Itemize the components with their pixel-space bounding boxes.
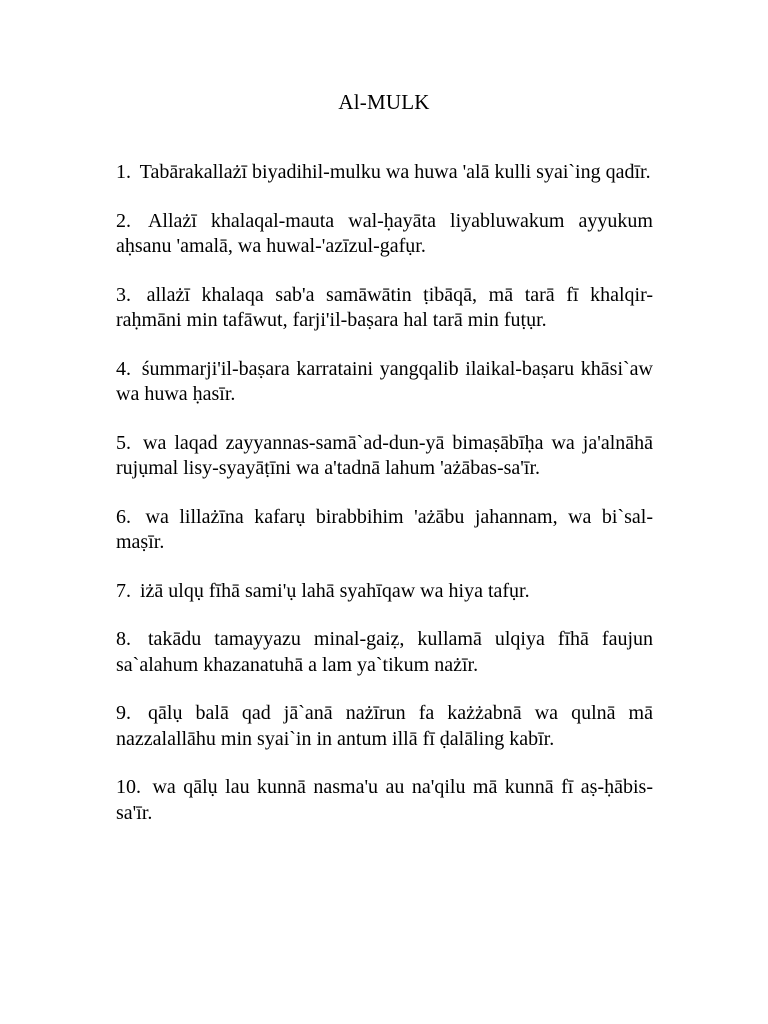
verse-list	[116, 160, 653, 849]
verse-number: 9.	[116, 702, 131, 724]
verse-8	[116, 627, 653, 678]
verse-number: 3.	[116, 283, 131, 306]
verse-text: wa laqad zayyannas-samā`ad-dun-yā bimaṣābīḥa wa ja'alnāhā rujụmal lisy-syayāṭīni wa a'tadnā lahum 'ażābas-sa'īr.	[116, 431, 653, 479]
verse-9	[116, 701, 653, 752]
verse-number: 4.	[116, 357, 131, 380]
verse-text: śummarji'il-baṣara karrataini yangqalib ilaikal-baṣaru khāsi`aw wa huwa ḥasīr.	[116, 357, 653, 405]
verse-2	[116, 209, 653, 260]
verse-text: Tabārakallażī biyadihil-mulku wa huwa 'alā kulli syai`ing qadīr.	[139, 161, 651, 183]
verse-text: qālụ balā qad jā`anā nażīrun fa każżabnā wa qulnā mā nazzalallāhu min syai`in in antum illā fī ḍalāling kabīr.	[116, 702, 653, 750]
verse-text: iżā ulqụ fīhā sami'ụ lahā syahīqaw wa hiya tafụr.	[140, 579, 530, 602]
document-title: Al-MULK	[338, 90, 430, 114]
verse-number: 5.	[116, 431, 131, 454]
verse-text: allażī khalaqa sab'a samāwātin ṭibāqā, mā tarā fī khalqir-raḥmāni min tafāwut, farji'il-baṣara hal tarā min fuṭụr.	[116, 283, 653, 331]
verse-text: wa qālụ lau kunnā nasma'u au na'qilu mā kunnā fī aṣ-ḥābis-sa'īr.	[116, 776, 653, 824]
verse-6	[116, 505, 653, 556]
verse-number: 8.	[116, 628, 131, 650]
verse-text: wa lillażīna kafarụ birabbihim 'ażābu jahannam, wa bi`sal-maṣīr.	[116, 505, 654, 553]
verse-7	[116, 579, 653, 605]
verse-text: takādu tamayyazu minal-gaiẓ, kullamā ulqiya fīhā faujun sa`alahum khazanatuhā a lam ya`tikum nażīr.	[116, 628, 653, 676]
verse-1	[116, 160, 653, 186]
verse-3	[116, 283, 653, 334]
verse-text: Allażī khalaqal-mauta wal-ḥayāta liyabluwakum ayyukum aḥsanu 'amalā, wa huwal-'azīzul-gafụr.	[116, 209, 653, 257]
verse-number: 6.	[116, 505, 131, 528]
verse-number: 10.	[116, 776, 141, 798]
verse-number: 2.	[116, 209, 131, 232]
verse-10	[116, 775, 653, 826]
verse-5	[116, 431, 653, 482]
verse-number: 1.	[116, 161, 131, 183]
verse-number: 7.	[116, 579, 131, 602]
verse-4	[116, 357, 653, 408]
